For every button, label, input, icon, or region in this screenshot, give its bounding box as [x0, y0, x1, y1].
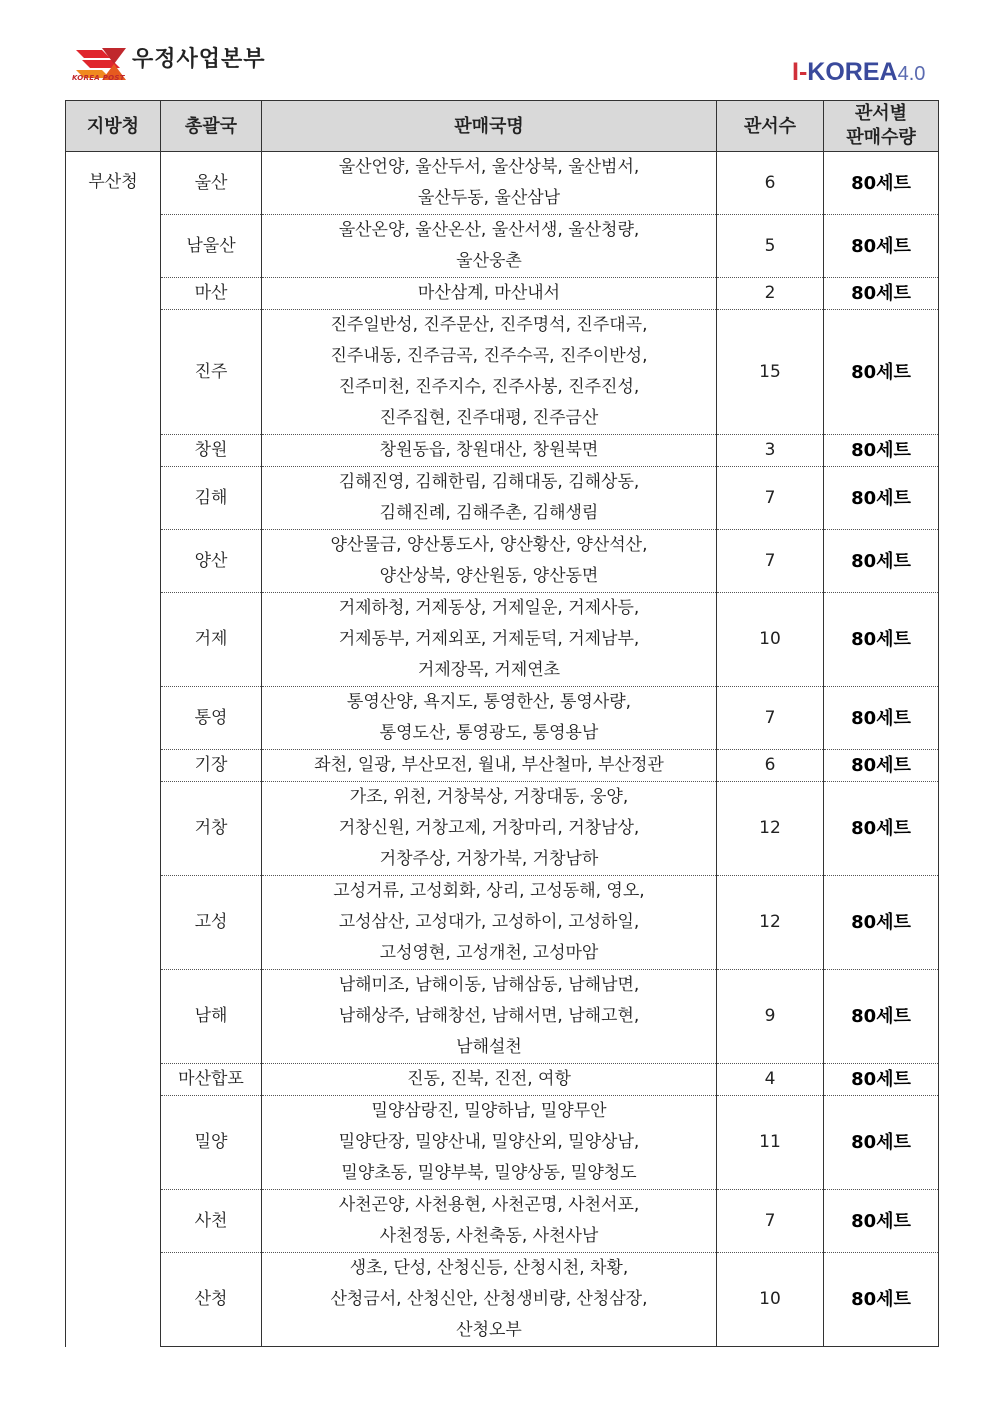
store-line: 통영도산, 통영광도, 통영용남 — [379, 723, 599, 743]
table-row — [66, 782, 939, 876]
count-cell: 6 — [717, 750, 824, 782]
office-cell: 고성 — [161, 876, 262, 970]
table-row — [66, 1064, 939, 1096]
store-line: 고성삼산, 고성대가, 고성하이, 고성하일, — [338, 912, 640, 932]
store-line: 통영산양, 욕지도, 통영한산, 통영사량, — [346, 692, 632, 712]
stores-cell — [262, 152, 717, 215]
table-row — [66, 1096, 939, 1190]
qty-cell: 80세트 — [824, 1096, 939, 1190]
stores-cell — [262, 782, 717, 876]
qty-cell: 80세트 — [824, 1253, 939, 1347]
count-cell: 7 — [717, 1190, 824, 1253]
store-line: 울산웅촌 — [456, 251, 522, 271]
store-line: 좌천, 일광, 부산모전, 월내, 부산철마, 부산정관 — [314, 755, 664, 775]
qty-cell: 80세트 — [824, 1190, 939, 1253]
store-line: 고성영현, 고성개천, 고성마암 — [379, 943, 599, 963]
count-cell: 6 — [717, 152, 824, 215]
qty-cell: 80세트 — [824, 1064, 939, 1096]
store-line: 진주집현, 진주대평, 진주금산 — [379, 408, 599, 428]
store-line: 사천곤양, 사천용현, 사천곤명, 사천서포, — [338, 1195, 640, 1215]
stores-cell — [262, 687, 717, 750]
store-line: 양산물금, 양산통도사, 양산황산, 양산석산, — [330, 535, 648, 555]
office-cell: 사천 — [161, 1190, 262, 1253]
table-body — [66, 152, 939, 1347]
count-cell: 5 — [717, 215, 824, 278]
stores-cell — [262, 278, 717, 310]
store-line: 김해진례, 김해주촌, 김해생림 — [379, 503, 599, 523]
table-header-row — [66, 101, 939, 152]
qty-cell: 80세트 — [824, 435, 939, 467]
table-row — [66, 1190, 939, 1253]
stores-cell — [262, 1064, 717, 1096]
store-line: 거제동부, 거제외포, 거제둔덕, 거제남부, — [338, 629, 640, 649]
store-line: 사천정동, 사천축동, 사천사남 — [379, 1226, 599, 1246]
table-row — [66, 215, 939, 278]
page-header — [0, 0, 994, 100]
stores-cell — [262, 467, 717, 530]
table-row — [66, 310, 939, 435]
korea-post-sub-label: KOREA POST — [72, 74, 125, 82]
korea-post-name: 우정사업본부 — [132, 47, 266, 72]
store-line: 울산두동, 울산삼남 — [417, 188, 561, 208]
store-line: 진주일반성, 진주문산, 진주명석, 진주대곡, — [330, 315, 648, 335]
table-row — [66, 530, 939, 593]
store-line: 고성거류, 고성회화, 상리, 고성동해, 영오, — [333, 881, 645, 901]
stores-cell — [262, 435, 717, 467]
qty-cell: 80세트 — [824, 278, 939, 310]
store-line: 진주미천, 진주지수, 진주사봉, 진주진성, — [338, 377, 640, 397]
count-cell: 7 — [717, 687, 824, 750]
office-cell: 산청 — [161, 1253, 262, 1347]
ikorea-i: I- — [792, 58, 808, 86]
store-line: 남해미조, 남해이동, 남해삼동, 남해남면, — [338, 975, 640, 995]
office-cell: 통영 — [161, 687, 262, 750]
table-row — [66, 876, 939, 970]
count-cell: 2 — [717, 278, 824, 310]
count-cell: 4 — [717, 1064, 824, 1096]
header-region: 지방청 — [66, 101, 161, 152]
count-cell: 3 — [717, 435, 824, 467]
store-line: 진동, 진북, 진전, 여항 — [407, 1069, 571, 1089]
header-qty-line2: 판매수량 — [846, 127, 916, 148]
store-line: 창원동읍, 창원대산, 창원북면 — [379, 440, 599, 460]
store-line: 가조, 위천, 거창북상, 거창대동, 웅양, — [349, 787, 629, 807]
stores-cell — [262, 530, 717, 593]
count-cell: 10 — [717, 593, 824, 687]
store-line: 남해상주, 남해창선, 남해서면, 남해고현, — [338, 1006, 640, 1026]
store-line: 생초, 단성, 산청신등, 산청시천, 차황, — [349, 1258, 629, 1278]
office-cell: 거제 — [161, 593, 262, 687]
table-row — [66, 467, 939, 530]
stores-cell — [262, 1096, 717, 1190]
count-cell: 11 — [717, 1096, 824, 1190]
store-line: 산청오부 — [456, 1320, 522, 1340]
office-cell: 밀양 — [161, 1096, 262, 1190]
office-cell: 마산합포 — [161, 1064, 262, 1096]
stores-cell — [262, 310, 717, 435]
table-row — [66, 278, 939, 310]
office-cell: 김해 — [161, 467, 262, 530]
ikorea-logo — [792, 58, 925, 87]
qty-cell: 80세트 — [824, 310, 939, 435]
count-cell: 9 — [717, 970, 824, 1064]
ikorea-main: KOREA — [807, 58, 898, 86]
store-line: 남해설천 — [456, 1037, 522, 1057]
store-line: 밀양초동, 밀양부북, 밀양상동, 밀양청도 — [341, 1163, 637, 1183]
office-cell: 진주 — [161, 310, 262, 435]
store-line: 산청금서, 산청신안, 산청생비량, 산청삼장, — [330, 1289, 648, 1309]
count-cell: 15 — [717, 310, 824, 435]
store-line: 거창신원, 거창고제, 거창마리, 거창남상, — [338, 818, 640, 838]
stores-cell — [262, 1190, 717, 1253]
qty-cell: 80세트 — [824, 152, 939, 215]
store-line: 거창주상, 거창가북, 거창남하 — [379, 849, 599, 869]
qty-cell: 80세트 — [824, 750, 939, 782]
table-row — [66, 1253, 939, 1347]
office-cell: 거창 — [161, 782, 262, 876]
table-row — [66, 970, 939, 1064]
qty-cell: 80세트 — [824, 876, 939, 970]
header-office: 총괄국 — [161, 101, 262, 152]
table-row — [66, 687, 939, 750]
store-line: 밀양단장, 밀양산내, 밀양산외, 밀양상남, — [338, 1132, 640, 1152]
office-cell: 남해 — [161, 970, 262, 1064]
stores-cell — [262, 1253, 717, 1347]
header-stores: 판매국명 — [262, 101, 717, 152]
region-cell: 부산청 — [66, 152, 161, 1347]
qty-cell: 80세트 — [824, 782, 939, 876]
table-row — [66, 435, 939, 467]
count-cell: 10 — [717, 1253, 824, 1347]
stores-cell — [262, 215, 717, 278]
stores-cell — [262, 970, 717, 1064]
store-line: 울산언양, 울산두서, 울산상북, 울산범서, — [338, 157, 640, 177]
office-cell: 남울산 — [161, 215, 262, 278]
ikorea-version: 4.0 — [897, 63, 926, 85]
table-row — [66, 750, 939, 782]
table-row — [66, 152, 939, 215]
table-row — [66, 593, 939, 687]
office-cell: 기장 — [161, 750, 262, 782]
count-cell: 12 — [717, 782, 824, 876]
qty-cell: 80세트 — [824, 467, 939, 530]
store-line: 거제장목, 거제연초 — [417, 660, 561, 680]
qty-cell: 80세트 — [824, 593, 939, 687]
store-line: 울산온양, 울산온산, 울산서생, 울산청량, — [338, 220, 640, 240]
store-line: 진주내동, 진주금곡, 진주수곡, 진주이반성, — [330, 346, 648, 366]
count-cell: 7 — [717, 467, 824, 530]
header-count: 관서수 — [717, 101, 824, 152]
stores-cell — [262, 593, 717, 687]
qty-cell: 80세트 — [824, 970, 939, 1064]
korea-post-logo — [72, 40, 282, 88]
office-cell: 창원 — [161, 435, 262, 467]
count-cell: 7 — [717, 530, 824, 593]
store-line: 마산삼계, 마산내서 — [417, 283, 561, 303]
store-line: 양산상북, 양산원동, 양산동면 — [379, 566, 599, 586]
qty-cell: 80세트 — [824, 687, 939, 750]
stores-cell — [262, 876, 717, 970]
store-line: 김해진영, 김해한림, 김해대동, 김해상동, — [338, 472, 640, 492]
header-qty-line1: 관서별 — [854, 103, 908, 124]
qty-cell: 80세트 — [824, 215, 939, 278]
qty-cell: 80세트 — [824, 530, 939, 593]
store-line: 밀양삼랑진, 밀양하남, 밀양무안 — [371, 1101, 607, 1121]
sales-table — [65, 100, 939, 1347]
header-qty — [824, 101, 939, 152]
office-cell: 울산 — [161, 152, 262, 215]
count-cell: 12 — [717, 876, 824, 970]
office-cell: 양산 — [161, 530, 262, 593]
office-cell: 마산 — [161, 278, 262, 310]
stores-cell — [262, 750, 717, 782]
store-line: 거제하청, 거제동상, 거제일운, 거제사등, — [338, 598, 640, 618]
